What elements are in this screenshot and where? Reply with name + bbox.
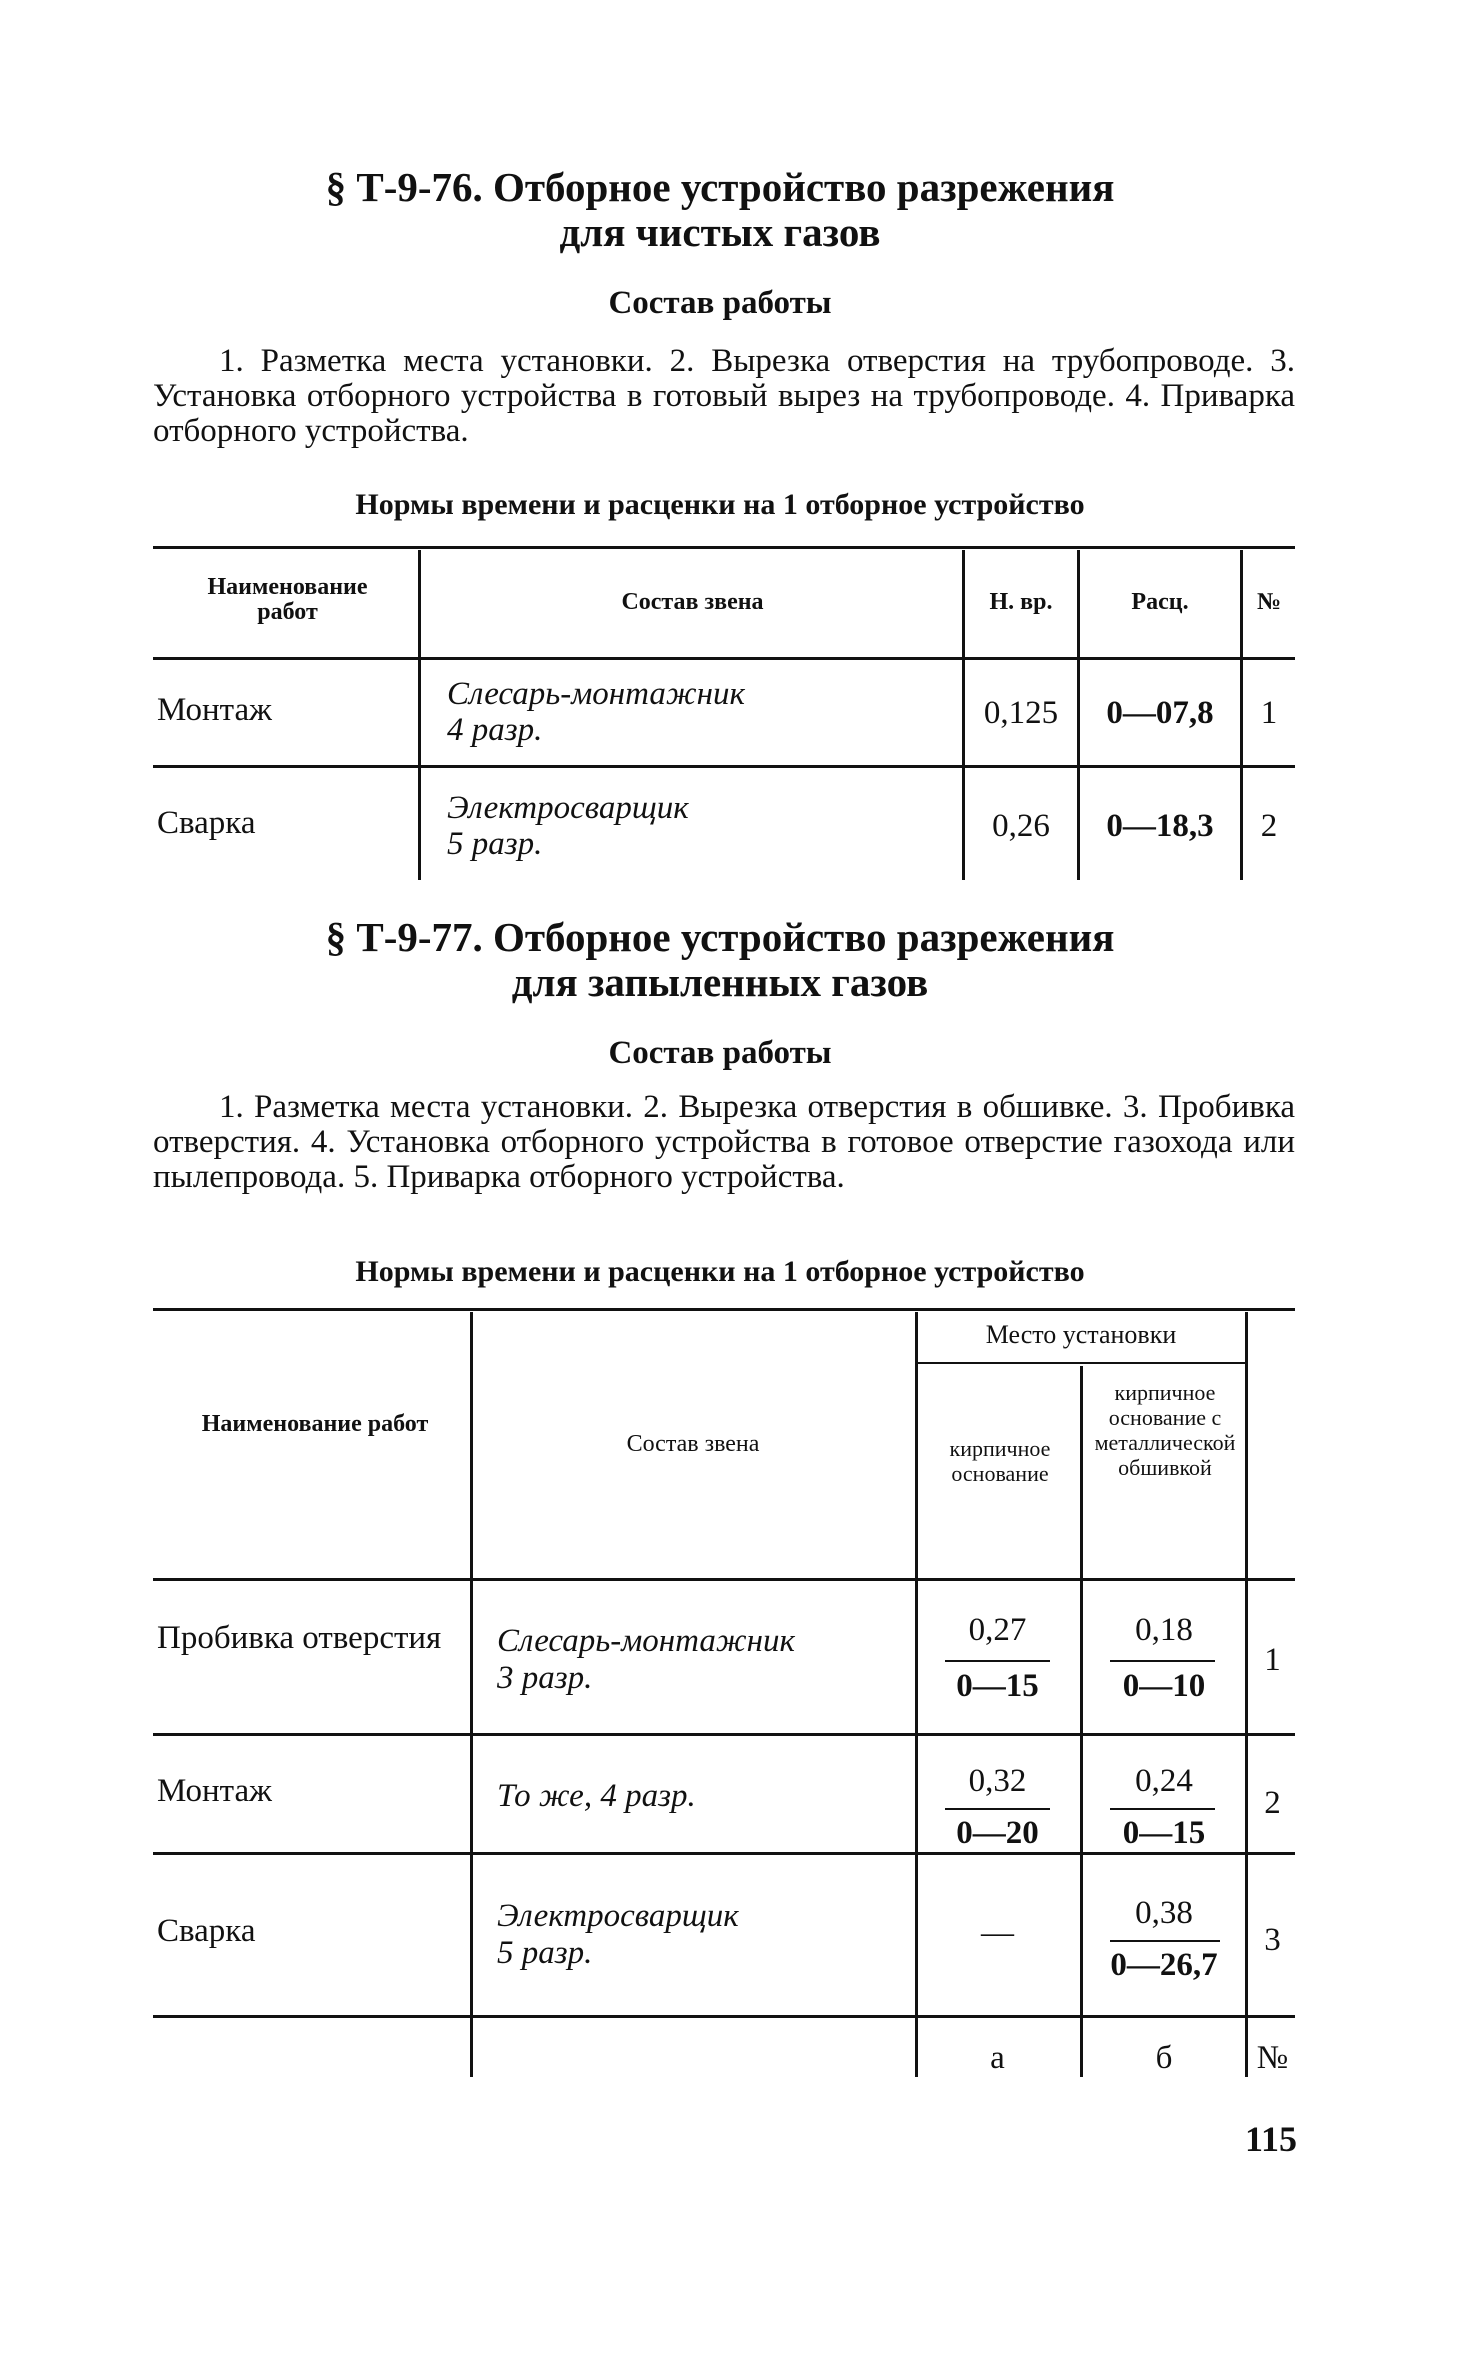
table2-header-crew: Состав звена <box>626 1431 760 1457</box>
table2-header-col-a: кирпичное основание <box>949 1436 1051 1486</box>
table1-row1-crew-line2: 4 разр. <box>447 712 543 748</box>
table2-row3-crew-line2: 5 разр. <box>497 1935 593 1971</box>
table1-header-no: № <box>1256 589 1282 615</box>
table2-row1-b-rate: 0—10 <box>1122 1668 1206 1704</box>
table1-col-divider <box>418 550 421 880</box>
table2-row1-crew-line2: 3 разр. <box>497 1660 593 1696</box>
table2-row1-b-fraction-bar <box>1110 1660 1215 1662</box>
table2-row2-b-rate: 0—15 <box>1122 1815 1206 1851</box>
section2-work-heading: Состав работы <box>608 1035 832 1071</box>
table2-header-name: Наименование работ <box>201 1411 429 1437</box>
table2-footer-no: № <box>1256 2040 1289 2076</box>
table1-row2-crew-line2: 5 разр. <box>447 826 543 862</box>
section1-table-caption: Нормы времени и расценки на 1 отборное устройство <box>355 488 1085 521</box>
table2-row2-crew-line1: То же, 4 разр. <box>497 1778 696 1814</box>
table1-top-rule <box>153 546 1295 549</box>
table1-header-crew: Состав звена <box>621 589 764 615</box>
table1-col-divider <box>1240 550 1243 880</box>
table2-row3-crew-line1: Электросварщик <box>497 1898 739 1934</box>
table2-row1-a-rate: 0—15 <box>956 1668 1039 1704</box>
table2-col-divider <box>1245 1312 1248 2077</box>
table2-place-rule <box>915 1362 1245 1364</box>
table1-row2-rate: 0—18,3 <box>1106 808 1214 844</box>
table1-row1-name: Монтаж <box>157 692 272 728</box>
table2-col-divider <box>470 1312 473 2077</box>
table2-row2-a-fraction-bar <box>945 1808 1050 1810</box>
table1-row-rule <box>153 765 1295 768</box>
table2-top-rule <box>153 1308 1295 1311</box>
section2-title-line2: для запыленных газов <box>511 959 929 1005</box>
table2-row1-name: Пробивка отверстия <box>157 1620 442 1656</box>
table2-row3-b-fraction-bar <box>1110 1940 1220 1942</box>
table2-row1-a-time: 0,27 <box>968 1612 1027 1648</box>
table1-row1-no: 1 <box>1260 695 1278 731</box>
table2-col-divider <box>1080 1366 1083 2077</box>
table1-row1-rate: 0—07,8 <box>1106 695 1214 731</box>
table2-row2-name: Монтаж <box>157 1773 272 1809</box>
table2-row1-no: 1 <box>1264 1642 1281 1678</box>
table2-row3-no: 3 <box>1264 1922 1281 1958</box>
table2-row3-name: Сварка <box>157 1913 256 1949</box>
table2-row2-b-fraction-bar <box>1110 1808 1215 1810</box>
table1-row2-no: 2 <box>1260 808 1278 844</box>
table2-header-rule <box>153 1578 1295 1581</box>
table2-bottom-rule <box>153 2015 1295 2018</box>
table2-row2-a-time: 0,32 <box>968 1763 1027 1799</box>
section2-title-line1: § Т-9-77. Отборное устройство разрежения <box>325 914 1115 960</box>
table2-row2-a-rate: 0—20 <box>956 1815 1039 1851</box>
table2-row3-a-time: — <box>981 1915 1014 1951</box>
table1-col-divider <box>962 550 965 880</box>
section2-table-caption: Нормы времени и расценки на 1 отборное устройство <box>355 1255 1085 1288</box>
section1-title-line1: § Т-9-76. Отборное устройство разрежения <box>325 164 1115 210</box>
table2-row-rule <box>153 1733 1295 1736</box>
table2-row3-b-time: 0,38 <box>1135 1895 1193 1931</box>
table2-col-divider <box>915 1312 918 2077</box>
table1-header-name: Наименование работ <box>207 574 368 625</box>
table2-row1-b-time: 0,18 <box>1135 1612 1193 1648</box>
page-number: 115 <box>1244 2119 1297 2159</box>
table1-header-rule <box>153 657 1295 660</box>
table2-row2-b-time: 0,24 <box>1135 1763 1193 1799</box>
table2-row2-no: 2 <box>1264 1785 1281 1821</box>
section1-work-heading: Состав работы <box>608 285 832 321</box>
table1-row2-time: 0,26 <box>992 808 1050 844</box>
table2-row1-crew-line1: Слесарь-монтажник <box>497 1623 795 1659</box>
table2-row-rule <box>153 1852 1295 1855</box>
section1-title-line2: для чистых газов <box>559 209 881 255</box>
table2-row1-a-fraction-bar <box>945 1660 1050 1662</box>
table2-footer-a: а <box>990 2040 1005 2076</box>
section1-work-text: 1. Разметка места установки. 2. Вырезка отверстия на трубопроводе. 3. Установка отборного устройства в готовый вырез на трубопроводе. 4. Приварка отборного устройства. <box>153 343 1295 449</box>
table2-row3-b-rate: 0—26,7 <box>1110 1947 1218 1983</box>
table1-row2-crew-line1: Электросварщик <box>447 790 689 826</box>
table2-footer-b: б <box>1155 2040 1173 2076</box>
table1-header-rate: Расц. <box>1131 589 1189 615</box>
table1-header-time: Н. вр. <box>989 589 1053 615</box>
table1-row1-time: 0,125 <box>983 695 1059 731</box>
section2-work-text: 1. Разметка места установки. 2. Вырезка отверстия в обшивке. 3. Пробивка отверстия. 4. Установка отборного устройства в готовое отверстие газохода или пылепровода. 5. Приварка отборного устройства. <box>153 1089 1295 1195</box>
table1-row2-name: Сварка <box>157 805 256 841</box>
table1-row1-crew-line1: Слесарь-монтажник <box>447 676 745 712</box>
table2-header-place: Место установки <box>985 1320 1177 1349</box>
table2-header-col-b: кирпичное основание с металлической обшивкой <box>1094 1380 1236 1480</box>
